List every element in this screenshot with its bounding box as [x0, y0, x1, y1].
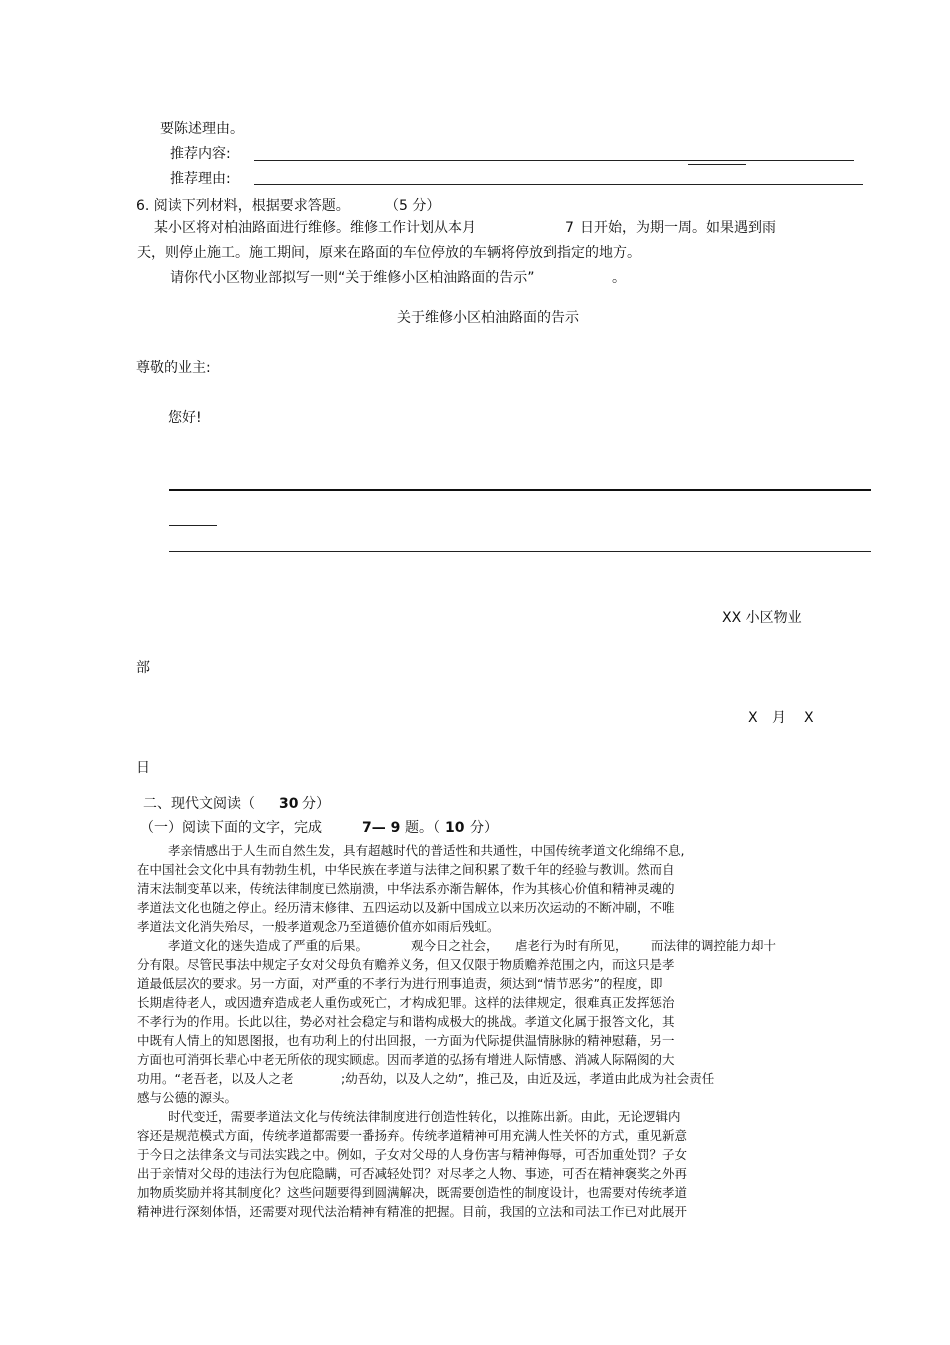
- section2-sub-range: 7— 9: [362, 820, 401, 836]
- notice-date-x2: X: [804, 710, 814, 726]
- content-label: 推荐内容:: [170, 146, 231, 162]
- q6-task-text: 请你代小区物业部拟写一则“关于维修小区柏油路面的告示”: [170, 270, 535, 286]
- content-answer-line[interactable]: [254, 160, 854, 161]
- section2-heading-score: 30: [279, 796, 299, 812]
- section2-sub-heading: （一）阅读下面的文字，完成: [140, 820, 322, 836]
- q6-material-line2: 天，则停止施工。施工期间，原来在路面的车位停放的车辆将停放到指定的地方。: [137, 245, 641, 261]
- q6-task-period: 。: [612, 270, 626, 286]
- passage-line: 观今日之社会，: [411, 938, 499, 953]
- notice-salutation: 尊敬的业主:: [136, 360, 211, 376]
- passage-line: 道最低层次的要求。另一方面，对严重的不孝行为进行刑事追责，须达到“情节恶劣”的程度，即: [137, 976, 663, 991]
- notice-date-day: 日: [136, 760, 150, 776]
- passage-line: 孝道法文化也随之停止。经历清末修律、五四运动以及新中国成立以来历次运动的不断冲刷，不唯: [137, 900, 675, 915]
- passage-line: 长期虐待老人，或因遗弃造成老人重伤或死亡，才构成犯罪。这样的法律规定，很难真正发挥惩治: [137, 995, 675, 1010]
- passage-line: 不孝行为的作用。长此以往，势必对社会稳定与和谐构成极大的挑战。孝道文化属于报答文化，其: [137, 1014, 675, 1029]
- passage-line: 功用。“老吾老，以及人之老: [137, 1071, 294, 1086]
- q6-material-line1-c: 日开始，为期一周。如果遇到雨: [580, 220, 776, 236]
- notice-body-line-1[interactable]: [169, 489, 871, 491]
- notice-date-month: 月: [772, 710, 786, 726]
- notice-body-line-short: [169, 525, 217, 526]
- passage-line: 孝道文化的迷失造成了严重的后果。: [168, 938, 369, 953]
- passage-line: 分有限。尽管民事法中规定子女对父母负有赡养义务，但又仅限于物质赡养范围之内，而这只是孝: [137, 957, 675, 972]
- section2-heading: 二、现代文阅读（: [143, 796, 255, 812]
- content-answer-line-extra: [688, 164, 746, 165]
- passage-line: 孝道法文化消失殆尽，一般孝道观念乃至道德价值亦如雨后残虹。: [137, 919, 500, 934]
- section2-heading-end: 分）: [302, 796, 330, 812]
- passage-line: 孝亲情感出于人生而自然生发，具有超越时代的普适性和共通性，中国传统孝道文化绵绵不息,: [168, 843, 685, 858]
- passage-line: 方面也可消弭长辈心中老无所依的现实顾虑。因而孝道的弘扬有增进人际情感、消减人际隔阂的大: [137, 1052, 675, 1067]
- notice-body-line-2[interactable]: [169, 551, 871, 552]
- passage-line: 清末法制变革以来，传统法律制度已然崩溃，中华法系亦渐告解体，作为其核心价值和精神灵魂的: [137, 881, 675, 896]
- section2-sub-mid: 题。（: [405, 820, 440, 836]
- reason-tail-text: 要陈述理由。: [160, 121, 244, 137]
- passage-line: 感与公德的源头。: [137, 1090, 238, 1105]
- passage-line: 精神进行深刻体悟，还需要对现代法治精神有精准的把握。目前，我国的立法和司法工作已对此展开: [137, 1204, 688, 1219]
- notice-greeting: 您好!: [168, 410, 202, 426]
- q6-score: （5 分）: [385, 198, 441, 214]
- notice-date-x1: X: [748, 710, 758, 726]
- passage-line: 虐老行为时有所见，: [515, 938, 628, 953]
- notice-signature-tail: 部: [136, 660, 150, 676]
- passage-line: 容还是规范模式方面，传统孝道都需要一番扬弃。传统孝道精神可用充满人性关怀的方式，重见新意: [137, 1128, 688, 1143]
- passage-line: 在中国社会文化中具有勃勃生机，中华民族在孝道与法律之间积累了数千年的经验与教训。然而自: [137, 862, 675, 877]
- passage-line: 加物质奖励并将其制度化？这些问题要得到圆满解决，既需要创造性的制度设计，也需要对传统孝道: [137, 1185, 688, 1200]
- q6-material-line1-b: 7: [565, 220, 574, 236]
- reason-answer-line[interactable]: [254, 184, 863, 185]
- passage-line: 出于亲情对父母的违法行为包庇隐瞒，可否减轻处罚？对尽孝之人物、事迹，可否在精神褒奖之外再: [137, 1166, 688, 1181]
- notice-title: 关于维修小区柏油路面的告示: [397, 310, 579, 326]
- passage-line: 于今日之法律条文与司法实践之中。例如，子女对父母的人身伤害与精神侮辱，可否加重处罚？子女: [137, 1147, 688, 1162]
- passage-line: 中既有人情上的知恩图报，也有功利上的付出回报，一方面为代际提供温情脉脉的精神慰藉，另一: [137, 1033, 675, 1048]
- passage-line: ;幼吾幼，以及人之幼”，推己及，由近及远，孝道由此成为社会责任: [341, 1071, 715, 1086]
- section2-sub-score: 10: [445, 820, 465, 836]
- notice-signature: XX 小区物业: [722, 610, 802, 626]
- q6-header: 6. 阅读下列材料，根据要求答题。: [136, 198, 350, 214]
- passage-line: 而法律的调控能力却十: [651, 938, 777, 953]
- section2-sub-end: 分）: [470, 820, 498, 836]
- q6-material-line1-a: 某小区将对柏油路面进行维修。维修工作计划从本月: [154, 220, 476, 236]
- reason-label: 推荐理由:: [170, 171, 231, 187]
- passage-line: 时代变迁，需要孝道法文化与传统法律制度进行创造性转化，以推陈出新。由此，无论逻辑内: [168, 1109, 681, 1124]
